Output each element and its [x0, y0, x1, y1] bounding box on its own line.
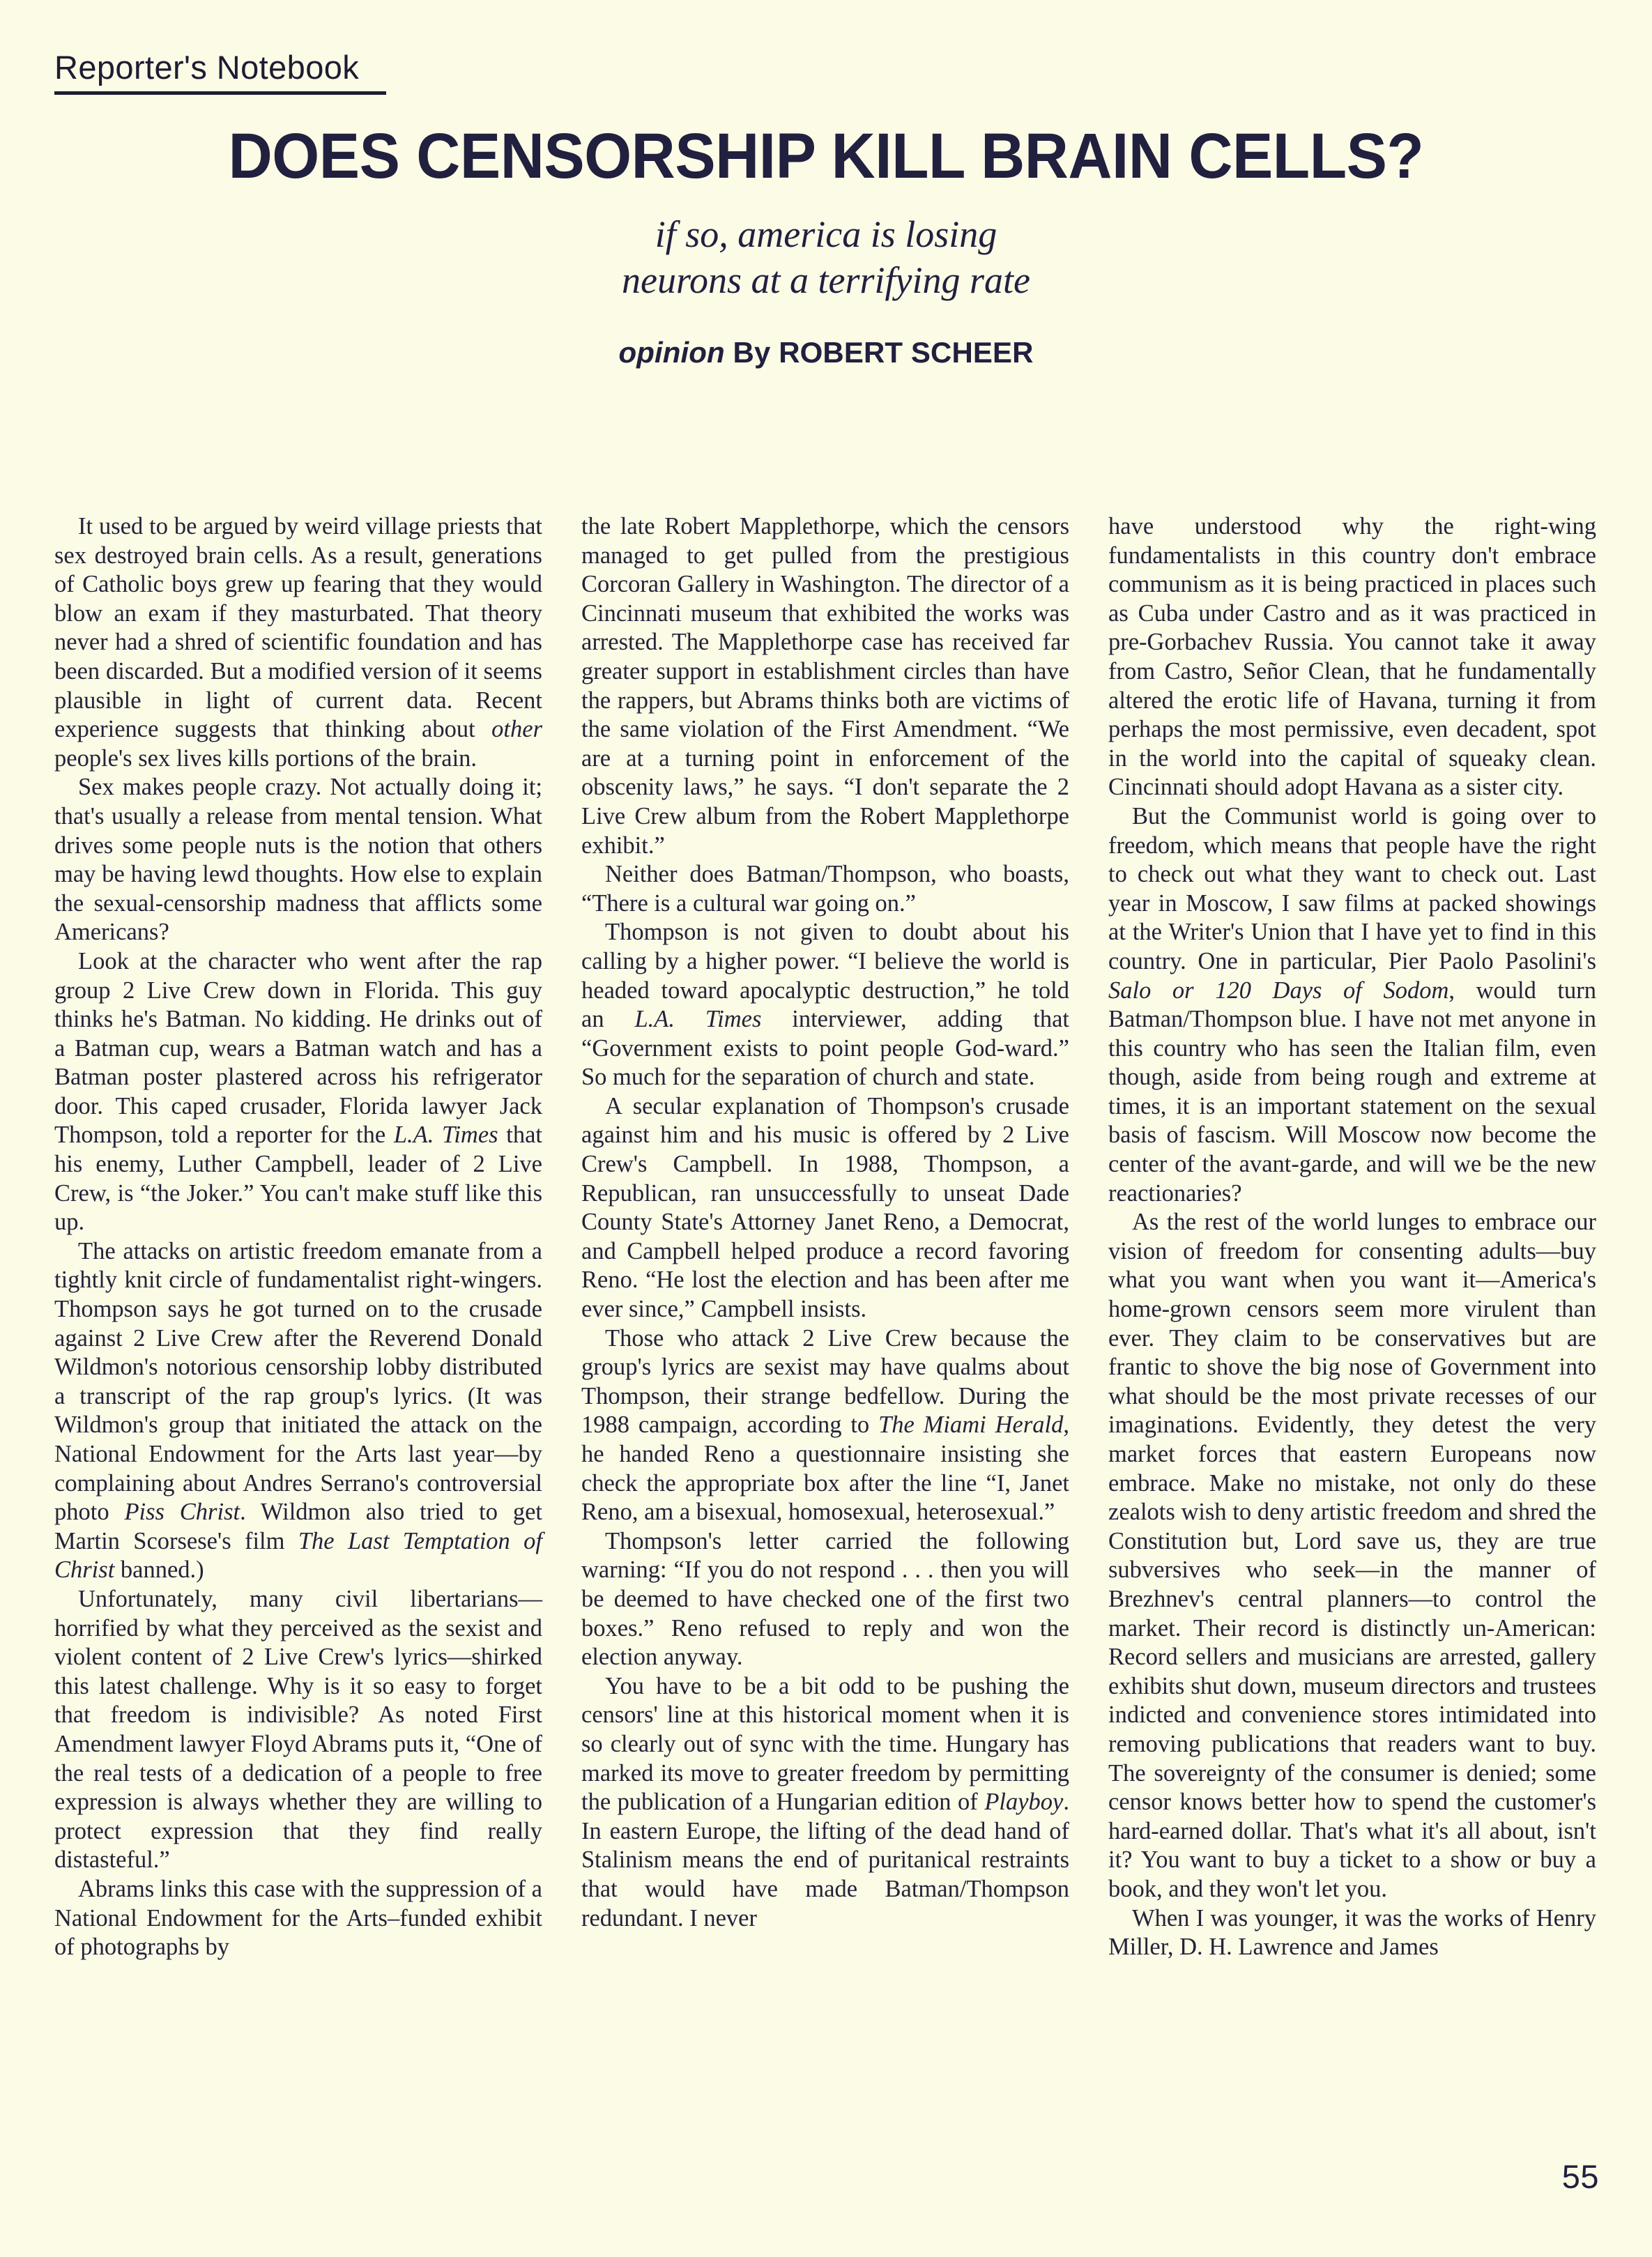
paragraph: Neither does Batman/Thompson, who boasts, “There is a cultural war going on.”	[581, 861, 1069, 917]
article-deck	[0, 212, 1652, 304]
paragraph: It used to be argued by weird village priests that sex destroyed brain cells. As a result, generations of Catholic boys grew up fearing that they would blow an exam if they masturbated. That theory never had a shred of scientific foundation and has been discarded. But a modified version of it seems plausible in light of current data. Recent experience suggests that thinking about other people's sex lives kills portions of the brain.	[54, 513, 542, 772]
paragraph: When I was younger, it was the works of Henry Miller, D. H. Lawrence and James	[1108, 1904, 1596, 1961]
paragraph: But the Communist world is going over to freedom, which means that people have the right to check out what they want to check out. Last year in Moscow, I saw films at packed showings at the Writer's Union that I have yet to find in this country. One in particular, Pier Paolo Pasolini's Salo or 120 Days of Sodom, would turn Batman/Thompson blue. I have not met anyone in this country who has seen the Italian film, even though, aside from being rough and extreme at times, it is an important statement on the sexual basis of fascism. Will Moscow now become the center of the avant-garde, and will we be the new reactionaries?	[1108, 802, 1597, 1207]
byline-label-opinion: opinion	[618, 335, 725, 369]
byline	[0, 336, 1652, 369]
paragraph: Look at the character who went after the rap group 2 Live Crew down in Florida. This guy thinks he's Batman. No kidding. He drinks out of a Batman cup, wears a Batman watch and has a Batman poster plastered across his refrigerator door. This caped crusader, Florida lawyer Jack Thompson, told a reporter for the L.A. Times that his enemy, Luther Campbell, leader of 2 Live Crew, is “the Joker.” You can't make stuff like this up.	[54, 947, 542, 1236]
article-masthead	[0, 121, 1652, 369]
paragraph: Abrams links this case with the suppression of a National Endowment for the Arts–funded exhibit of photographs by	[54, 1875, 542, 1961]
kicker-underline-rule	[54, 91, 386, 95]
deck-line-2: neurons at a terrifying rate	[622, 259, 1030, 301]
text-column-2	[581, 512, 1069, 1933]
paragraph: The attacks on artistic freedom emanate from a tightly knit circle of fundamentalist right-wingers. Thompson says he got turned on to the crusade against 2 Live Crew after the Reverend Donald Wildmon's notorious censorship lobby distributed a transcript of the rap group's lyrics. (It was Wildmon's group that initiated the attack on the National Endowment for the Arts last year—by complaining about Andres Serrano's controversial photo Piss Christ. Wildmon also tried to get Martin Scorsese's film The Last Temptation of Christ banned.)	[54, 1237, 543, 1584]
paragraph: As the rest of the world lunges to embrace our vision of freedom for consenting adults—buy what you want when you want it—America's home-grown censors seem more virulent than ever. They claim to be conservatives but are frantic to shove the big nose of Government into what should be the most private recesses of our imaginations. Evidently, they detest the very market forces that eastern Europeans now embrace. Make no mistake, not only do these zealots wish to deny artistic freedom and shred the Constitution but, Lord save us, they are true subversives who seek—in the manner of Brezhnev's central planners—to control the market. Their record is distinctly un-American: Record sellers and musicians are arrested, gallery exhibits shut down, museum directors and trustees indicted and convenience stores intimidated into removing publications that readers want to buy. The sovereignty of the consumer is denied; some censor knows better how to spend the customer's hard-earned dollar. That's what it's all about, isn't it? You want to buy a ticket to a show or buy a book, and they won't let you.	[1108, 1209, 1596, 1902]
paragraph: You have to be a bit odd to be pushing the censors' line at this historical moment when it is so clearly out of sync with the time. Hungary has marked its move to greater freedom by permitting the publication of a Hungarian edition of Playboy. In eastern Europe, the lifting of the dead hand of Stalinism means the end of puritanical restraints that would have made Batman/Thompson redundant. I never	[581, 1672, 1069, 1931]
kicker-block	[54, 50, 445, 95]
paragraph: A secular explanation of Thompson's crusade against him and his music is offered by 2 Live Crew's Campbell. In 1988, Thompson, a Republican, ran unsuccessfully to unseat Dade County State's Attorney Janet Reno, a Democrat, and Campbell helped produce a record favoring Reno. “He lost the election and has been after me ever since,” Campbell insists.	[581, 1092, 1069, 1323]
paragraph: Those who attack 2 Live Crew because the group's lyrics are sexist may have qualms about Thompson, their strange bedfellow. During the 1988 campaign, according to The Miami Herald, he handed Reno a questionnaire insisting she check the appropriate box after the line “I, Janet Reno, am a bisexual, homosexual, heterosexual.”	[581, 1324, 1069, 1526]
byline-author: By ROBERT SCHEER	[733, 335, 1034, 369]
page-title: DOES CENSORSHIP KILL BRAIN CELLS?	[228, 121, 1424, 192]
paragraph: Sex makes people crazy. Not actually doing it; that's usually a release from mental tension. What drives some people nuts is the notion that others may be having lewd thoughts. How else to explain the sexual-censorship madness that afflicts some Americans?	[54, 774, 542, 946]
section-kicker: Reporter's Notebook	[54, 49, 360, 86]
paragraph: Thompson's letter carried the following warning: “If you do not respond . . . then you will be deemed to have checked one of the first two boxes.” Reno refused to reply and won the election anyway.	[581, 1527, 1069, 1671]
text-column-1	[54, 512, 542, 1962]
paragraph: have understood why the right-wing fundamentalists in this country don't embrace communism as it is being practiced in places such as Cuba under Castro and as it was practiced in pre-Gorbachev Russia. You cannot take it away from Castro, Señor Clean, that he fundamentally altered the erotic life of Havana, turning it from perhaps the most permissive, even decadent, spot in the world into the capital of squeaky clean. Cincinnati should adopt Havana as a sister city.	[1108, 513, 1596, 801]
paragraph: Unfortunately, many civil libertarians—horrified by what they perceived as the sexist and violent content of 2 Live Crew's lyrics—shirked this latest challenge. Why is it so easy to forget that freedom is indivisible? As noted First Amendment lawyer Floyd Abrams puts it, “One of the real tests of a dedication of a people to free expression is always whether they are willing to protect expression that they find really distasteful.”	[54, 1585, 542, 1874]
article-body	[54, 512, 1599, 1962]
text-column-3	[1108, 512, 1596, 1962]
paragraph: Thompson is not given to doubt about his calling by a higher power. “I believe the world is headed toward apocalyptic destruction,” he told an L.A. Times interviewer, adding that “Government exists to point people God-ward.” So much for the separation of church and state.	[581, 919, 1069, 1091]
page-number: 55	[1561, 2158, 1599, 2195]
paragraph: the late Robert Mapplethorpe, which the censors managed to get pulled from the prestigious Corcoran Gallery in Washington. The director of a Cincinnati museum that exhibited the works was arrested. The Mapplethorpe case has received far greater support in establishment circles than have the rappers, but Abrams thinks both are victims of the same violation of the First Amendment. “We are at a turning point in enforcement of the obscenity laws,” he says. “I don't separate the 2 Live Crew album from the Robert Mapplethorpe exhibit.”	[581, 513, 1069, 859]
deck-line-1: if so, america is losing	[655, 213, 997, 255]
